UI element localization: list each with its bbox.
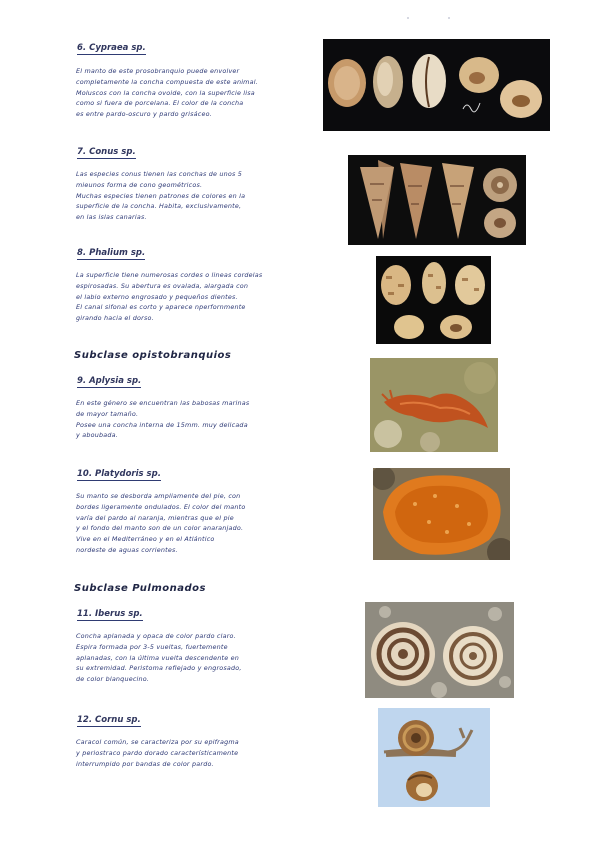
text-line: aplanadas, con la última vuelta descendente en <box>76 653 239 662</box>
text-line: Espira formada por 3-5 vueltas, fuertemente <box>76 642 228 651</box>
text-line: de mayor tamaño. <box>76 409 139 418</box>
aplysia-photo <box>370 358 498 452</box>
entry-text-phalium <box>76 270 262 324</box>
text-line: varía del pardo al naranja, mientras que el pie <box>76 513 234 522</box>
text-line: El manto de este prosobranquio puede envolver <box>76 67 240 75</box>
text-line: En este género se encuentran las babosas marinas <box>76 399 250 407</box>
text-line: es entre pardo-oscuro y pardo grisáceo. <box>76 110 212 119</box>
text-line: su extremidad. Peristoma reflejado y engrosado, <box>76 664 242 673</box>
text-line: La superficie tiene numerosas cordes o lineas cordelas <box>76 271 263 279</box>
text-line: Muchas especies tienen patrones de colores en la <box>76 191 246 200</box>
text-line: Vive en el Mediterráneo y en el Atlántico <box>76 535 215 544</box>
entry-title-aplysia: 9. Aplysia sp. <box>77 376 142 386</box>
text-line: nordeste de aguas corrientes. <box>76 545 178 554</box>
platydoris-photo <box>373 468 510 560</box>
entry-text-conus <box>76 169 245 223</box>
text-line: superficie de la concha. Habita, exclusivamente, <box>76 202 242 211</box>
text-line: bordes ligeramente ondulados. El color del manto <box>76 502 246 511</box>
cornu-snail-photo <box>378 708 490 807</box>
text-line: Su manto se desborda ampliamente del pie, con <box>76 492 241 500</box>
entry-title-phalium: 8. Phalium sp. <box>77 248 146 258</box>
text-line: Moluscos con la concha ovoide, con la superficie lisa <box>76 88 255 97</box>
phalium-shells-photo <box>376 256 491 344</box>
text-line: Las especies conus tienen las conchas de unos 5 <box>76 170 243 178</box>
entry-text-aplysia <box>76 398 249 441</box>
entry-text-cornu <box>76 737 239 769</box>
section-heading-opistobranquios: Subclase opistobranquios <box>74 350 232 361</box>
section-heading-pulmonados: Subclase Pulmonados <box>74 583 206 594</box>
text-line: espirosadas. Su abertura es ovalada, alargada con <box>76 281 249 290</box>
text-line: girando hacia el dorso. <box>76 314 154 323</box>
text-line: de color blanquecino. <box>76 675 150 684</box>
cypraea-shells-photo <box>323 39 550 131</box>
conus-shells-photo <box>348 155 526 245</box>
text-line: como si fuera de porcelana. El color de la concha <box>76 99 244 108</box>
text-line: Concha aplanada y opaca de color pardo claro. <box>76 632 236 640</box>
entry-title-platydoris: 10. Platydoris sp. <box>77 469 161 479</box>
entry-text-cypraea <box>76 66 258 120</box>
text-line: y aboubada. <box>76 431 118 440</box>
text-line: Posee una concha interna de 15mm. muy delicada <box>76 420 248 429</box>
entry-title-conus: 7. Conus sp. <box>77 147 136 157</box>
scan-speck <box>407 17 409 19</box>
iberus-snails-photo <box>365 602 514 698</box>
text-line: completamente la concha compuesta de este animal. <box>76 77 258 86</box>
scan-speck <box>448 17 450 19</box>
text-line: Caracol común, se caracteriza por su epifragma <box>76 738 239 746</box>
text-line: El canal sifonal es corto y aparece nperfornmente <box>76 303 246 312</box>
entry-text-iberus <box>76 631 242 685</box>
entry-title-cornu: 12. Cornu sp. <box>77 715 141 725</box>
text-line: y periostraco pardo dorado característicamente <box>76 748 239 757</box>
text-line: interrumpido por bandas de color pardo. <box>76 759 214 768</box>
entry-title-iberus: 11. Iberus sp. <box>77 609 143 619</box>
entry-text-platydoris <box>76 491 245 556</box>
entry-title-cypraea: 6. Cypraea sp. <box>77 43 146 53</box>
text-line: y el fondo del manto son de un color anaranjado. <box>76 524 244 533</box>
text-line: mieunos forma de cono geométricos. <box>76 180 203 189</box>
text-line: el labio externo engrosado y pequeños dientes. <box>76 292 238 301</box>
text-line: en las islas canarias. <box>76 213 147 222</box>
